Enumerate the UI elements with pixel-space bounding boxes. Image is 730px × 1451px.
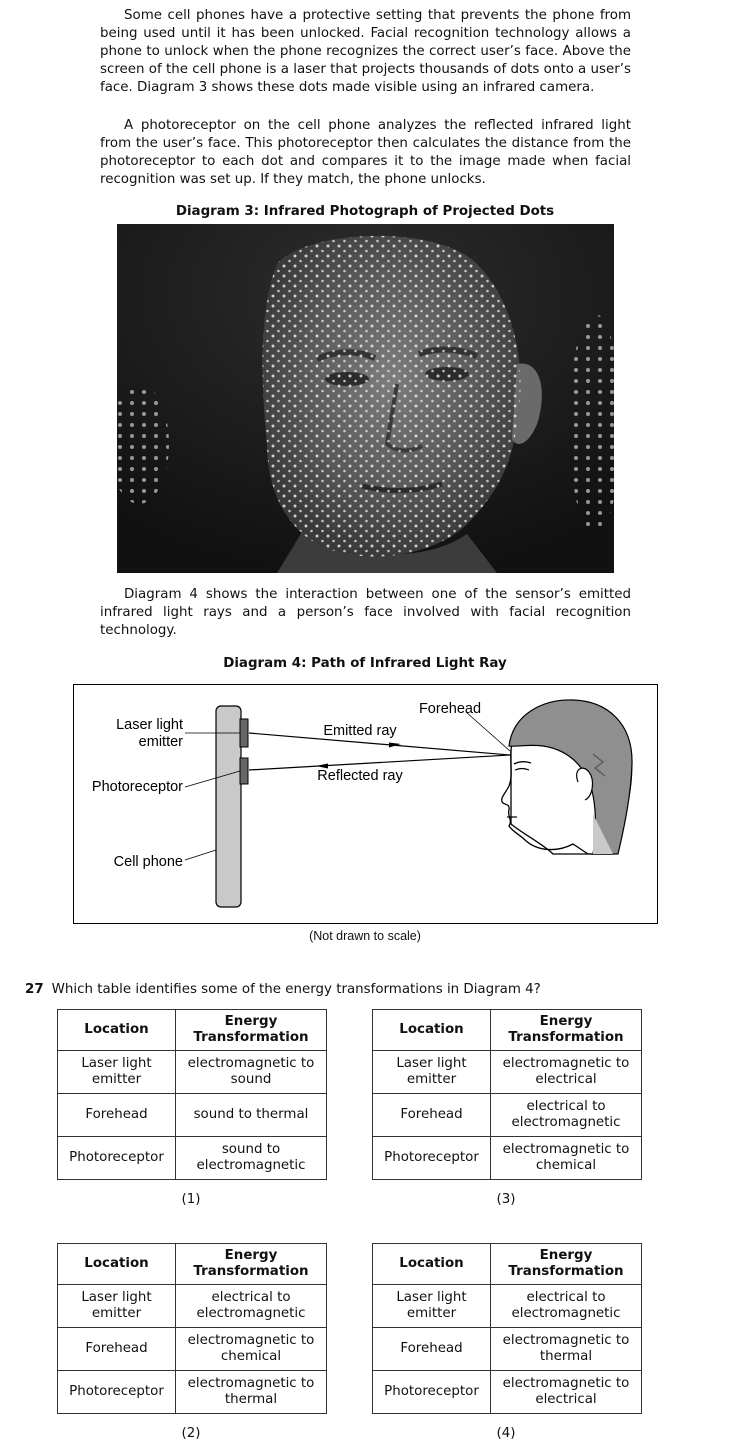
transformation-cell: electrical to electromagnetic — [491, 1094, 642, 1137]
transformation-cell: electromagnetic to thermal — [491, 1328, 642, 1371]
passage-text-1: Some cell phones have a protective setting that prevents the phone from being used until it has been unlocked. Facial recognition technology allows a phone to unlock when the phone recognizes the correct user’s face. Above the screen of the cell phone is a laser that projects thousands of dots onto a user’s face. Diagram 3 shows these dots made visible using an infrared camera. — [100, 8, 631, 95]
label-forehead: Forehead — [418, 701, 482, 717]
transformation-cell: sound to electromagnetic — [176, 1137, 327, 1180]
laser-emitter-shape — [240, 719, 248, 747]
label-emitter: emitter — [138, 734, 183, 750]
photoreceptor-shape — [240, 758, 248, 784]
transformation-cell: electromagnetic to electrical — [491, 1371, 642, 1414]
header-energy-transformation: Energy Transformation — [491, 1010, 642, 1051]
passage-paragraph-3 — [100, 586, 631, 640]
transformation-cell: electromagnetic to sound — [176, 1051, 327, 1094]
transformation-cell: electromagnetic to electrical — [491, 1051, 642, 1094]
table-row — [58, 1051, 327, 1094]
location-cell: Photoreceptor — [58, 1371, 176, 1414]
passage-paragraph-1 — [100, 7, 631, 97]
cell-phone-shape — [216, 706, 241, 907]
transformation-cell: sound to thermal — [176, 1094, 327, 1137]
location-cell: Laser light emitter — [58, 1285, 176, 1328]
option-label-1[interactable]: (1) — [181, 1192, 201, 1207]
option-label-3[interactable]: (3) — [496, 1192, 516, 1207]
light-ray-diagram — [73, 684, 658, 924]
table-row — [373, 1328, 642, 1371]
location-cell: Photoreceptor — [373, 1371, 491, 1414]
option-label-2[interactable]: (2) — [181, 1426, 201, 1441]
label-photoreceptor: Photoreceptor — [91, 779, 183, 795]
passage-paragraph-2 — [100, 117, 631, 189]
passage-text-2: A photoreceptor on the cell phone analyzes the reflected infrared light from the user’s face. This photoreceptor then calculates the distance from the photoreceptor to each dot and compares it to the image made when facial recognition was set up. If they match, the phone unlocks. — [100, 118, 631, 187]
answer-table-2[interactable] — [57, 1243, 327, 1414]
infrared-dots-photo — [117, 224, 614, 573]
header-location: Location — [373, 1244, 491, 1285]
question-27 — [25, 982, 715, 997]
table-row — [373, 1094, 642, 1137]
label-reflected-ray: Reflected ray — [317, 768, 403, 784]
question-text: Which table identifies some of the energy transformations in Diagram 4? — [51, 982, 541, 997]
diagram-4-title: Diagram 4: Path of Infrared Light Ray — [223, 656, 507, 671]
diagram-3-title: Diagram 3: Infrared Photograph of Projected Dots — [175, 204, 555, 219]
transformation-cell: electrical to electromagnetic — [176, 1285, 327, 1328]
answer-table-4[interactable] — [372, 1243, 642, 1414]
location-cell: Forehead — [58, 1328, 176, 1371]
table-row — [58, 1371, 327, 1414]
transformation-cell: electromagnetic to chemical — [176, 1328, 327, 1371]
table-row — [58, 1094, 327, 1137]
location-cell: Laser light emitter — [373, 1285, 491, 1328]
table-row — [58, 1137, 327, 1180]
transformation-cell: electromagnetic to thermal — [176, 1371, 327, 1414]
table-row — [373, 1371, 642, 1414]
location-cell: Laser light emitter — [58, 1051, 176, 1094]
head-profile — [502, 700, 632, 854]
table-row — [58, 1328, 327, 1371]
transformation-cell: electrical to electromagnetic — [491, 1285, 642, 1328]
header-energy-transformation: Energy Transformation — [176, 1010, 327, 1051]
answer-table-1[interactable] — [57, 1009, 327, 1180]
header-energy-transformation: Energy Transformation — [176, 1244, 327, 1285]
passage-text-3: Diagram 4 shows the interaction between one of the sensor’s emitted infrared light rays and a person’s face involved with facial recognition technology. — [100, 587, 631, 638]
location-cell: Photoreceptor — [58, 1137, 176, 1180]
table-row — [373, 1137, 642, 1180]
label-cell-phone: Cell phone — [113, 854, 183, 870]
option-label-4[interactable]: (4) — [496, 1426, 516, 1441]
table-row — [373, 1051, 642, 1094]
question-number: 27 — [25, 982, 44, 997]
table-row — [373, 1285, 642, 1328]
header-location: Location — [58, 1244, 176, 1285]
label-laser-light: Laser light — [116, 717, 183, 733]
location-cell: Forehead — [58, 1094, 176, 1137]
location-cell: Photoreceptor — [373, 1137, 491, 1180]
table-row — [58, 1285, 327, 1328]
not-to-scale-note: (Not drawn to scale) — [309, 929, 421, 943]
header-energy-transformation: Energy Transformation — [491, 1244, 642, 1285]
transformation-cell: electromagnetic to chemical — [491, 1137, 642, 1180]
answer-table-3[interactable] — [372, 1009, 642, 1180]
location-cell: Forehead — [373, 1328, 491, 1371]
location-cell: Forehead — [373, 1094, 491, 1137]
label-emitted-ray: Emitted ray — [323, 723, 397, 739]
location-cell: Laser light emitter — [373, 1051, 491, 1094]
header-location: Location — [373, 1010, 491, 1051]
header-location: Location — [58, 1010, 176, 1051]
